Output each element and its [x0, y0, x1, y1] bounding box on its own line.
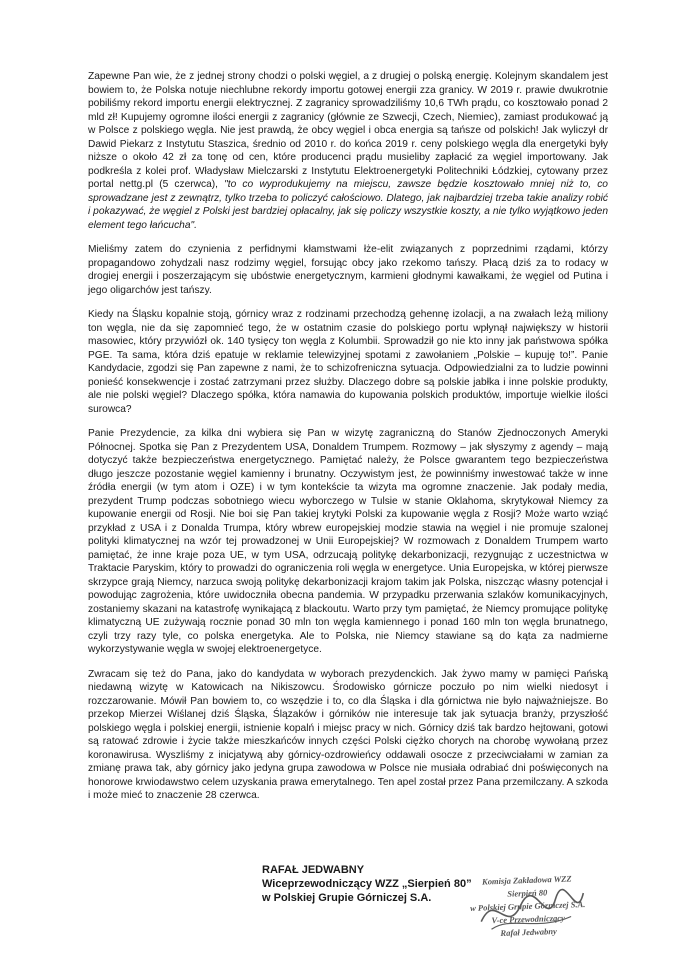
paragraph-import-energy: [88, 70, 608, 232]
signatory-name: RAFAŁ JEDWABNY: [262, 864, 365, 876]
stamp-line-name: Rafał Jedwabny: [500, 926, 558, 938]
stamp-line-company: w Polskiej Grupie Górniczej S.A.: [469, 898, 586, 914]
paragraph-candidate: Zwracam się też do Pana, jako do kandydata w wyborach prezydenckich. Jak żywo mamy w pamięci Pańską niedawną wizytę w Katowicach na Nikiszowcu. Środowisko górnicze poczuło po nim wielki niedosyt i rozczarowanie. Mówił Pan bowiem to, co wszędzie i to, co dla Śląska i dla górnictwa nie było najważniejsze. Bo przekop Mierzei Wiślanej dziś Śląska, Ślązaków i górników nie interesuje tak jak sytuacja branży, przyszłość polskiego węgla i polskiej energii, istnienie kopalń i miejsc pracy w nich. Górnicy dziś tak bardzo hejtowani, gotowi są ratować zdrowie i życie także mieszkańców innych części Polski ciężko chorych na chorobę wywołaną przez koronawirusa. Wyszliśmy z inicjatywą aby górnicy-ozdrowieńcy oddawali osocze z przeciwciałami w zamian za zmianę prawa tak, aby górnicy jako jedyna grupa zawodowa w Polsce nie musiała odrabiać dni poświęconych na honorowe krwiodawstwo celem uzyskania prawa emerytalnego. Ten apel został przez Pana przemilczany. A szkoda i może mieć to znaczenie 28 czerwca.: [88, 668, 609, 801]
paragraph-usa-visit: Panie Prezydencie, za kilka dni wybiera się Pan w wizytę zagraniczną do Stanów Zjednoczonych Ameryki Północnej. Spotka się Pan z Prezydentem USA, Donaldem Trumpem. Rozmowy – jak słyszymy z agendy – mają dotyczyć także bezpieczeństwa energetycznego. Pamiętać należy, że Polsce gwarantem tego bezpieczeństwa długo jeszcze pozostanie węgiel kamienny i brunatny. Oczywistym jest, że powinniśmy inwestować także w inne źródła energii (w tym atom i OZE) i w tym kontekście ta wizyta ma ogromne znaczenie. Jak podały media, prezydent Trump podczas sobotniego wiecu wyborczego w Tulsie w stanie Oklahoma, skrytykował Niemcy za kupowanie energii od Rosji. Nie boi się Pan takiej krytyki Polski za kupowanie węgla z Rosji? Może warto wziąć przykład z USA i z Donalda Trumpa, który wbrew europejskiej modzie stawia na węgiel i nie promuje szalonej polityki klimatycznej na wzór tej prowadzonej w Unii Europejskiej? W rozmowach z Donaldem Trumpem warto pamiętać, że inne kraje poza UE, w tym USA, odrzucają politykę dekarbonizacji, rezygnując z uczestnictwa w Traktacie Paryskim, który to prowadzi do ograniczenia roli węgla w energetyce. Unia Europejska, w której pierwsze skrzypce grają Niemcy, narzuca swoją politykę dekarbonizacji krajom takim jak Polska, niszcząc własny potencjał i powodując zagrożenia, które uwidoczniła obecna pandemia. W przypadku przerwania szlaków komunikacyjnych, zostaniemy skazani na katastrofę wynikającą z blackoutu. Warto przy tym pamiętać, że Niemcy promujące politykę klimatyczną UE zużywają rocznie ponad 30 mln ton węgla kamiennego i ponad 160 mln ton węgla brunatnego, czyli trzy razy tyle, co polska energetyka. Ale to Polska, nie Niemcy stawiane są do kąta za nadmierne wykorzystywanie węgla w swojej elektroenergetyce.: [88, 428, 608, 655]
signatory-title: Wiceprzewodniczący WZZ „Sierpień 80”: [262, 878, 472, 890]
stamp-line-union: Sierpień 80: [507, 887, 548, 899]
signatory-organization: w Polskiej Grupie Górniczej S.A.: [262, 892, 432, 904]
handwritten-signature-icon: [475, 878, 587, 942]
stamp-line-role: V-ce Przewodniczący: [491, 912, 566, 926]
official-stamp: [457, 872, 600, 957]
letter-body: [88, 70, 608, 814]
paragraph-text: Zapewne Pan wie, że z jednej strony chodzi o polski węgiel, a z drugiej o polską energię. Kolejnym skandalem jest bowiem to, że Polska notuje niechlubne rekordy importu gotowej energii zza granicy. W 2019 r. prawie dwukrotnie pobiliśmy rekord importu energii elektrycznej. Z zagranicy sprowadziliśmy 10,6 TWh prądu, co kosztowało ponad 2 mld zł! Kupujemy ogromne ilości energii z zagranicy (głównie ze Szwecji, Czech, Niemiec), zamiast produkować ją w Polsce z polskiego węgla. Nie jest prawdą, że obcy węgiel i obca energia są tańsze od polskich! Jak wyliczył dr Dawid Piekarz z Instytutu Staszica, średnio od 2010 r. do końca 2019 r. ceny polskiego węgla dla energetyki były niższe o około 42 zł za tonę od cen, które producenci prądu musieliby zapłacić za węgiel importowany. Jak podkreśla z kolei prof. Władysław Mielczarski z Instytutu Elektroenergetyki Politechniki Łódzkiej, cytowany przez portal nettg.pl (5 czerwca),: [88, 71, 608, 190]
paragraph-lies: Mieliśmy zatem do czynienia z perfidnymi kłamstwami łże-elit związanych z poprzednimi rządami, którzy propagandowo zohydzali nasz rodzimy węgiel, forsując obcy jako rzekomo tańszy. Płacą dziś za to rodacy w drogiej energii i poszerzającym się ubóstwie energetycznym, karmieni głodnymi kawałkami, że węgiel od Putina i jego oligarchów jest tańszy.: [88, 244, 608, 296]
quote-mielczarski: "to co wyprodukujemy na miejscu, zawsze będzie kosztowało mniej niż to, co sprowadzane jest z zewnątrz, tylko trzeba to policzyć całościowo. Dlatego, jak najbardziej trzeba takie analizy robić i pokazywać, że węgiel z Polski jest bardziej opłacalny, jak się policzy wszystkie koszty, a nie tylko wyjątkowo jeden element tego łańcucha".: [88, 179, 608, 231]
stamp-line-commission: Komisja Zakładowa WZZ: [481, 873, 572, 887]
paragraph-silesia: Kiedy na Śląsku kopalnie stoją, górnicy wraz z rodzinami przechodzą gehennę izolacji, a na zwałach leżą miliony ton węgla, nie da się zapomnieć tego, że w ostatnim czasie do polskiego portu wpłynął największy w historii masowiec, który przywiózł ok. 140 tysięcy ton węgla z Kolumbii. Sprowadził go nie kto inny jak państwowa spółka PGE. Ta sama, która dziś epatuje w reklamie telewizyjnej spotami z zawołaniem „Polskie – kupuję to!”. Panie Kandydacie, zgodzi się Pan zapewne z nami, że to schizofreniczna sytuacja. Odpowiedzialni za to ludzie powinni ponieść konsekwencje i zostać zatrzymani przez służby. Dlaczego dobre są polskie jabłka i inne polskie produkty, ale nie polski węgiel? Dlaczego spółka, która namawia do kupowania polskich produktów, importuje wielkie ilości surowca?: [88, 309, 608, 415]
